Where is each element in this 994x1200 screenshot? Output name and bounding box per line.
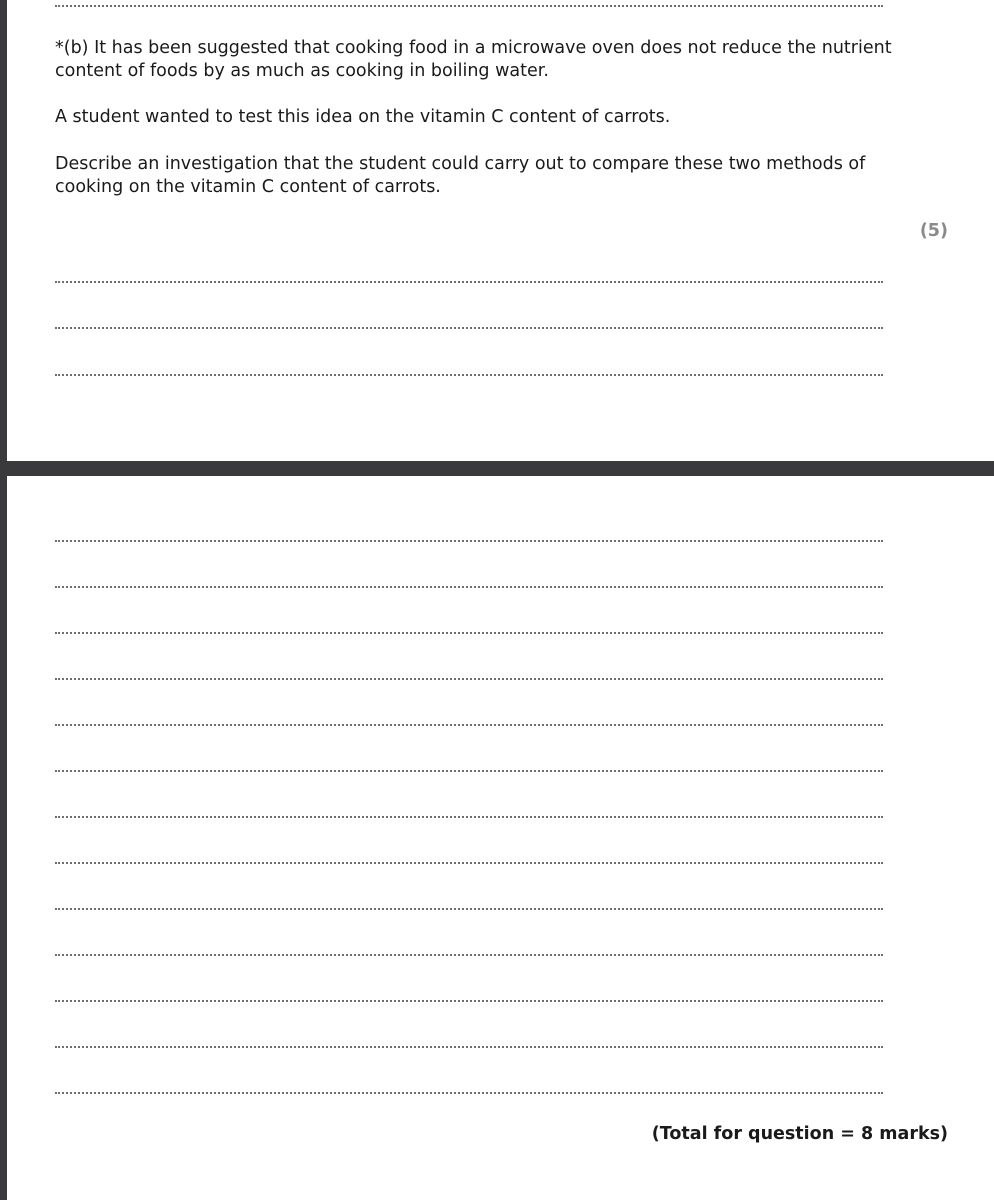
answer-line[interactable] [55, 586, 883, 588]
answer-line[interactable] [55, 1046, 883, 1048]
answer-line[interactable] [55, 1092, 883, 1094]
answer-line[interactable] [55, 908, 883, 910]
answer-line[interactable] [55, 540, 883, 542]
question-intro: *(b) It has been suggested that cooking food in a microwave oven does not reduce the nutrient content of foods by as much as cooking in boiling water. [55, 38, 892, 81]
answer-line[interactable] [55, 327, 883, 329]
question-context: A student wanted to test this idea on the vitamin C content of carrots. [55, 107, 671, 127]
question-total: (Total for question = 8 marks) [651, 1124, 948, 1144]
answer-line[interactable] [55, 678, 883, 680]
answer-line[interactable] [55, 281, 883, 283]
answer-line[interactable] [55, 954, 883, 956]
question-instruction: Describe an investigation that the student could carry out to compare these two methods of cooking on the vitamin C content of carrots. [55, 154, 866, 197]
marks-label: (5) [919, 221, 948, 241]
exam-page-top [7, 0, 994, 461]
answer-line[interactable] [55, 1000, 883, 1002]
answer-line[interactable] [55, 862, 883, 864]
answer-line[interactable] [55, 724, 883, 726]
exam-page-bottom [7, 476, 994, 1200]
answer-line[interactable] [55, 770, 883, 772]
answer-line[interactable] [55, 5, 883, 7]
answer-line[interactable] [55, 632, 883, 634]
answer-line[interactable] [55, 816, 883, 818]
answer-line[interactable] [55, 374, 883, 376]
